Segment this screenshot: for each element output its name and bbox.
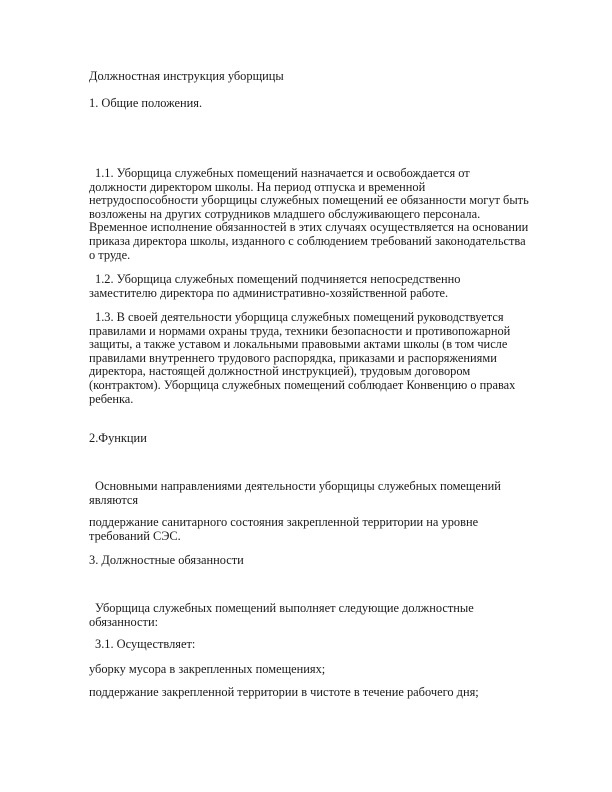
paragraph-1-1: 1.1. Уборщица служебных помещений назначается и освобождается от должности директором школы. На период отпуска и временной нетрудоспособности уборщицы служебных помещений ее обязанности могут быть возложены на других сотрудников младшего обслуживающего персонала. Временное исполнение обязанностей в этих случаях осуществляется на основании приказа директора школы, изданного с соблюдением требований законодательства о труде.	[89, 166, 529, 262]
paragraph-garbage: уборку мусора в закрепленных помещениях;	[89, 662, 326, 676]
section-heading-duties: 3. Должностные обязанности	[89, 553, 244, 567]
document-title: Должностная инструкция уборщицы	[89, 69, 284, 83]
paragraph-3-1: 3.1. Осуществляет:	[95, 637, 196, 651]
section-heading-general: 1. Общие положения.	[89, 96, 203, 110]
paragraph-cleanliness: поддержание закрепленной территории в чистоте в течение рабочего дня;	[89, 685, 479, 699]
section-heading-functions: 2.Функции	[89, 431, 147, 445]
paragraph-1-2: 1.2. Уборщица служебных помещений подчиняется непосредственно заместителю директора по административно-хозяйственной работе.	[89, 272, 461, 300]
paragraph-1-3: 1.3. В своей деятельности уборщица служебных помещений руководствуется правилами и нормами охраны труда, техники безопасности и противопожарной защиты, а также уставом и локальными правовыми актами школы (в том числе правилами внутреннего трудового распорядка, приказами и распоряжениями директора, настоящей должностной инструкцией), трудовым договором (контрактом). Уборщица служебных помещений соблюдает Конвенцию о правах ребенка.	[89, 310, 516, 406]
paragraph-functions-intro: Основными направлениями деятельности уборщицы служебных помещений являются	[89, 479, 501, 507]
paragraph-functions-sanitary: поддержание санитарного состояния закрепленной территории на уровне требований СЭС.	[89, 515, 479, 543]
paragraph-duties-intro: Уборщица служебных помещений выполняет следующие должностные обязанности:	[89, 601, 474, 629]
